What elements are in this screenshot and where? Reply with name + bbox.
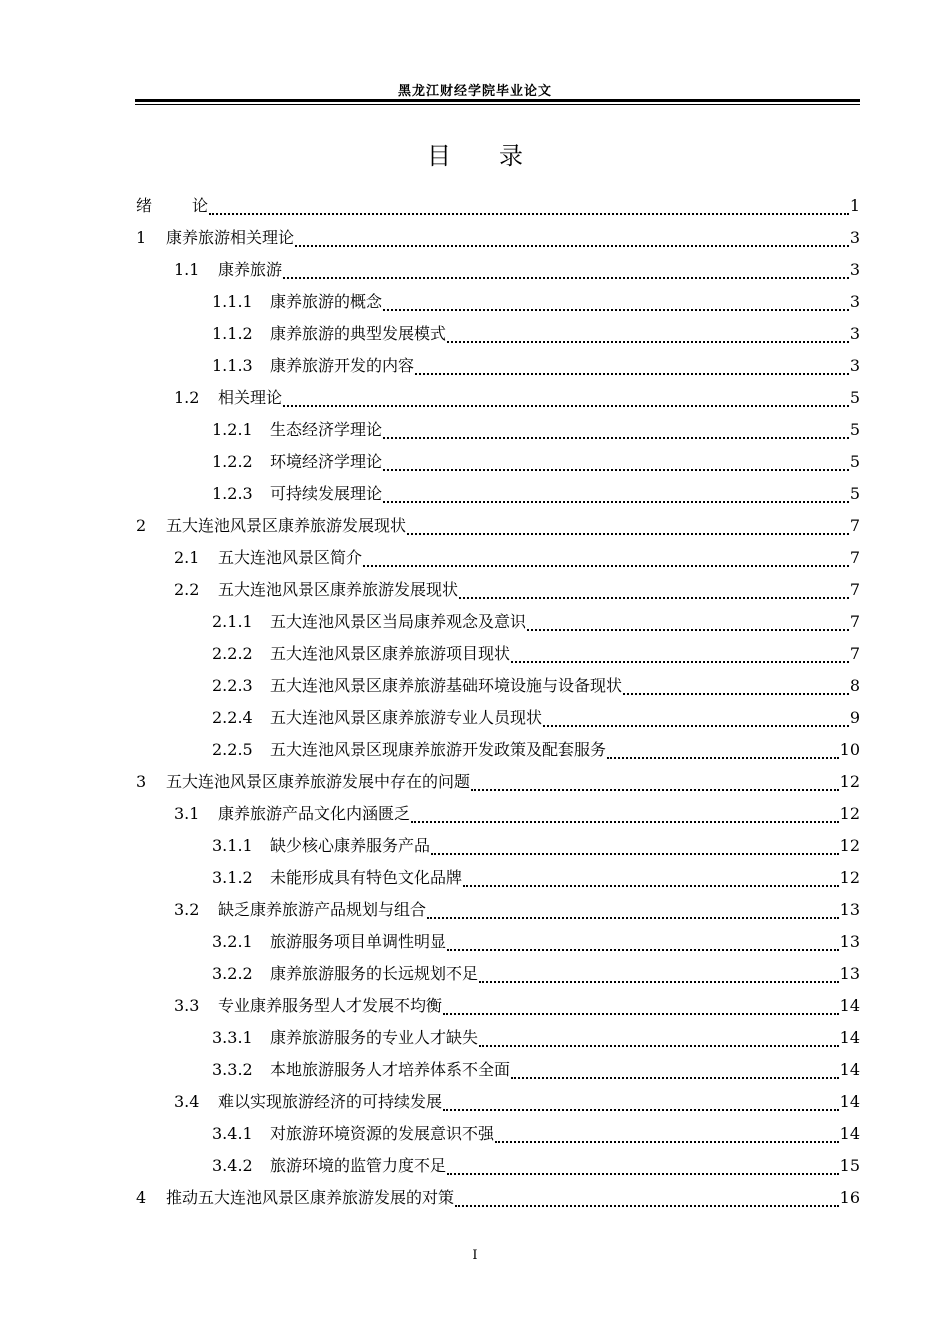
toc-entry-number: 3.1.2 bbox=[212, 868, 253, 887]
toc-entry-page: 1 bbox=[849, 196, 860, 215]
toc-entry[interactable] bbox=[136, 574, 860, 606]
intro-char-2: 论 bbox=[192, 196, 209, 215]
toc-entry-page: 12 bbox=[839, 868, 860, 887]
toc-entry-label: 可持续发展理论 bbox=[270, 484, 383, 503]
toc-entry-number: 3.4.2 bbox=[212, 1156, 253, 1175]
toc-entry-page: 3 bbox=[849, 356, 860, 375]
toc-entry-number: 3.4.1 bbox=[212, 1124, 253, 1143]
leader-dots bbox=[383, 309, 849, 311]
leader-dots bbox=[543, 725, 849, 727]
leader-dots bbox=[447, 949, 839, 951]
toc-entry-number: 2 bbox=[136, 516, 147, 535]
toc-entry-number: 2.2.4 bbox=[212, 708, 253, 727]
toc-entry-page: 5 bbox=[849, 420, 860, 439]
toc-entry-page: 13 bbox=[839, 964, 860, 983]
leader-dots bbox=[511, 1077, 839, 1079]
toc-entry-label: 康养旅游服务的长远规划不足 bbox=[270, 964, 479, 983]
toc-entry-page: 12 bbox=[839, 772, 860, 791]
toc-entry-page: 5 bbox=[849, 388, 860, 407]
toc-entry-page: 14 bbox=[839, 996, 860, 1015]
toc-entry[interactable] bbox=[136, 1022, 860, 1054]
toc-entry-page: 3 bbox=[849, 260, 860, 279]
toc-entry[interactable] bbox=[136, 382, 860, 414]
toc-entry-label: 专业康养服务型人才发展不均衡 bbox=[218, 996, 443, 1015]
toc-entry-number: 3.3 bbox=[174, 996, 200, 1015]
toc-entry[interactable] bbox=[136, 766, 860, 798]
leader-dots bbox=[283, 405, 849, 407]
toc-entry[interactable] bbox=[136, 798, 860, 830]
leader-dots bbox=[527, 629, 849, 631]
leader-dots bbox=[495, 1141, 839, 1143]
leader-dots bbox=[431, 853, 839, 855]
toc-entry-number: 1.1 bbox=[174, 260, 200, 279]
toc-entry-number: 1.1.2 bbox=[212, 324, 253, 343]
toc-entry-label: 康养旅游开发的内容 bbox=[270, 356, 415, 375]
toc-entry[interactable] bbox=[136, 446, 860, 478]
toc-entry[interactable] bbox=[136, 670, 860, 702]
toc-entry-label bbox=[136, 190, 208, 222]
toc-entry-page: 12 bbox=[839, 836, 860, 855]
intro-char-1: 绪 bbox=[136, 196, 153, 215]
toc-entry-page: 14 bbox=[839, 1092, 860, 1111]
toc-entry-number: 1.2.2 bbox=[212, 452, 253, 471]
toc-entry-number: 2.2.2 bbox=[212, 644, 253, 663]
toc-entry[interactable] bbox=[136, 830, 860, 862]
toc-entry-number: 3 bbox=[136, 772, 147, 791]
leader-dots bbox=[383, 469, 849, 471]
toc-entry-page: 7 bbox=[849, 548, 860, 567]
toc-entry-label: 推动五大连池风景区康养旅游发展的对策 bbox=[166, 1188, 455, 1207]
toc-entry-label: 环境经济学理论 bbox=[270, 452, 383, 471]
leader-dots bbox=[479, 981, 839, 983]
toc-entry[interactable] bbox=[136, 926, 860, 958]
toc-entry-label: 相关理论 bbox=[218, 388, 283, 407]
toc-entry-number: 1.2.3 bbox=[212, 484, 253, 503]
toc-entry[interactable] bbox=[136, 414, 860, 446]
toc-entry-page: 13 bbox=[839, 932, 860, 951]
toc-title-char-2: 录 bbox=[499, 142, 523, 170]
toc-entry-page: 14 bbox=[839, 1060, 860, 1079]
page-number-footer: I bbox=[472, 1248, 478, 1263]
toc-entry[interactable] bbox=[136, 990, 860, 1022]
toc-entry-number: 3.2 bbox=[174, 900, 200, 919]
toc-entry[interactable] bbox=[136, 286, 860, 318]
toc-entry-label: 康养旅游服务的专业人才缺失 bbox=[270, 1028, 479, 1047]
toc-entry-number: 1 bbox=[136, 228, 147, 247]
toc-entry-label: 生态经济学理论 bbox=[270, 420, 383, 439]
toc-entry-number: 1.1.1 bbox=[212, 292, 253, 311]
toc-entry-label: 康养旅游 bbox=[218, 260, 283, 279]
leader-dots bbox=[427, 917, 839, 919]
toc-entry[interactable] bbox=[136, 1182, 860, 1214]
toc-entry-number: 1.2.1 bbox=[212, 420, 253, 439]
toc-entry[interactable] bbox=[136, 958, 860, 990]
toc-title-char-1: 目 bbox=[427, 142, 451, 170]
toc-entry[interactable] bbox=[136, 478, 860, 510]
leader-dots bbox=[479, 1045, 839, 1047]
leader-dots bbox=[209, 213, 849, 215]
toc-entry[interactable] bbox=[136, 606, 860, 638]
leader-dots bbox=[623, 693, 849, 695]
toc-entry[interactable] bbox=[136, 862, 860, 894]
toc-entry-label: 五大连池风景区康养旅游项目现状 bbox=[270, 644, 511, 663]
toc-entry-label: 未能形成具有特色文化品牌 bbox=[270, 868, 463, 887]
header-rule-thick bbox=[135, 99, 860, 102]
leader-dots bbox=[363, 565, 849, 567]
leader-dots bbox=[459, 597, 849, 599]
toc-entry[interactable] bbox=[136, 638, 860, 670]
leader-dots bbox=[283, 277, 849, 279]
toc-entry-label: 康养旅游相关理论 bbox=[166, 228, 295, 247]
toc-entry-intro[interactable] bbox=[136, 190, 860, 222]
toc-entry[interactable] bbox=[136, 894, 860, 926]
toc-entry-page: 8 bbox=[849, 676, 860, 695]
toc-entry[interactable] bbox=[136, 734, 860, 766]
leader-dots bbox=[607, 757, 839, 759]
toc-entry-page: 5 bbox=[849, 484, 860, 503]
toc-entry-page: 16 bbox=[839, 1188, 860, 1207]
toc-entry-number: 2.2 bbox=[174, 580, 200, 599]
toc-entry-label: 五大连池风景区当局康养观念及意识 bbox=[270, 612, 527, 631]
toc-title bbox=[0, 136, 950, 171]
toc-entry[interactable] bbox=[136, 1086, 860, 1118]
toc-entry-number: 1.1.3 bbox=[212, 356, 253, 375]
table-of-contents bbox=[136, 190, 860, 1214]
leader-dots bbox=[407, 533, 849, 535]
toc-entry-label: 五大连池风景区康养旅游专业人员现状 bbox=[270, 708, 543, 727]
leader-dots bbox=[383, 437, 849, 439]
leader-dots bbox=[443, 1109, 839, 1111]
toc-entry[interactable] bbox=[136, 510, 860, 542]
toc-entry-page: 14 bbox=[839, 1124, 860, 1143]
toc-entry[interactable] bbox=[136, 222, 860, 254]
toc-entry-label: 旅游服务项目单调性明显 bbox=[270, 932, 447, 951]
toc-entry-label: 五大连池风景区简介 bbox=[218, 548, 363, 567]
toc-entry[interactable] bbox=[136, 1150, 860, 1182]
toc-entry[interactable] bbox=[136, 702, 860, 734]
toc-entry-page: 3 bbox=[849, 228, 860, 247]
running-header: 黑龙江财经学院毕业论文 bbox=[397, 84, 552, 99]
leader-dots bbox=[463, 885, 839, 887]
toc-entry-number: 3.1.1 bbox=[212, 836, 253, 855]
leader-dots bbox=[383, 501, 849, 503]
toc-entry-number: 3.2.2 bbox=[212, 964, 253, 983]
toc-entry-label: 五大连池风景区康养旅游基础环境设施与设备现状 bbox=[270, 676, 623, 695]
toc-entry-page: 7 bbox=[849, 580, 860, 599]
toc-entry-label: 康养旅游产品文化内涵匮乏 bbox=[218, 804, 411, 823]
toc-entry-label: 五大连池风景区康养旅游发展中存在的问题 bbox=[166, 772, 471, 791]
leader-dots bbox=[447, 1173, 839, 1175]
toc-entry-page: 13 bbox=[839, 900, 860, 919]
leader-dots bbox=[295, 245, 849, 247]
toc-entry-number: 3.4 bbox=[174, 1092, 200, 1111]
leader-dots bbox=[471, 789, 839, 791]
header-rule-thin bbox=[135, 104, 860, 105]
toc-entry-page: 3 bbox=[849, 292, 860, 311]
toc-entry-label: 缺少核心康养服务产品 bbox=[270, 836, 431, 855]
toc-entry-number: 3.3.1 bbox=[212, 1028, 253, 1047]
toc-entry-number: 2.2.3 bbox=[212, 676, 253, 695]
toc-entry-number: 1.2 bbox=[174, 388, 200, 407]
toc-entry-page: 7 bbox=[849, 612, 860, 631]
leader-dots bbox=[511, 661, 849, 663]
toc-entry-label: 旅游环境的监管力度不足 bbox=[270, 1156, 447, 1175]
toc-entry-label: 难以实现旅游经济的可持续发展 bbox=[218, 1092, 443, 1111]
toc-entry[interactable] bbox=[136, 1054, 860, 1086]
toc-entry-number: 2.2.5 bbox=[212, 740, 253, 759]
toc-entry[interactable] bbox=[136, 1118, 860, 1150]
toc-entry-label: 康养旅游的概念 bbox=[270, 292, 383, 311]
toc-entry-page: 5 bbox=[849, 452, 860, 471]
toc-entry-number: 3.1 bbox=[174, 804, 200, 823]
toc-entry-number: 2.1 bbox=[174, 548, 200, 567]
toc-entry[interactable] bbox=[136, 318, 860, 350]
toc-entry-page: 15 bbox=[839, 1156, 860, 1175]
toc-entry-page: 7 bbox=[849, 644, 860, 663]
toc-entry-label: 本地旅游服务人才培养体系不全面 bbox=[270, 1060, 511, 1079]
toc-entry-page: 7 bbox=[849, 516, 860, 535]
leader-dots bbox=[411, 821, 839, 823]
toc-entry-page: 3 bbox=[849, 324, 860, 343]
toc-entry-page: 9 bbox=[849, 708, 860, 727]
toc-entry-label: 五大连池风景区现康养旅游开发政策及配套服务 bbox=[270, 740, 607, 759]
toc-entry-page: 14 bbox=[839, 1028, 860, 1047]
toc-entry-number: 2.1.1 bbox=[212, 612, 253, 631]
toc-entry-number: 4 bbox=[136, 1188, 147, 1207]
leader-dots bbox=[415, 373, 849, 375]
toc-entry-number: 3.3.2 bbox=[212, 1060, 253, 1079]
toc-entry-label: 五大连池风景区康养旅游发展现状 bbox=[166, 516, 407, 535]
toc-entry-page: 10 bbox=[839, 740, 860, 759]
leader-dots bbox=[455, 1205, 839, 1207]
toc-entry[interactable] bbox=[136, 350, 860, 382]
toc-entry[interactable] bbox=[136, 254, 860, 286]
leader-dots bbox=[447, 341, 849, 343]
toc-entry-page: 12 bbox=[839, 804, 860, 823]
toc-entry[interactable] bbox=[136, 542, 860, 574]
toc-entry-label: 缺乏康养旅游产品规划与组合 bbox=[218, 900, 427, 919]
toc-entry-number: 3.2.1 bbox=[212, 932, 253, 951]
toc-entry-label: 对旅游环境资源的发展意识不强 bbox=[270, 1124, 495, 1143]
toc-entry-label: 五大连池风景区康养旅游发展现状 bbox=[218, 580, 459, 599]
toc-entry-label: 康养旅游的典型发展模式 bbox=[270, 324, 447, 343]
leader-dots bbox=[443, 1013, 839, 1015]
